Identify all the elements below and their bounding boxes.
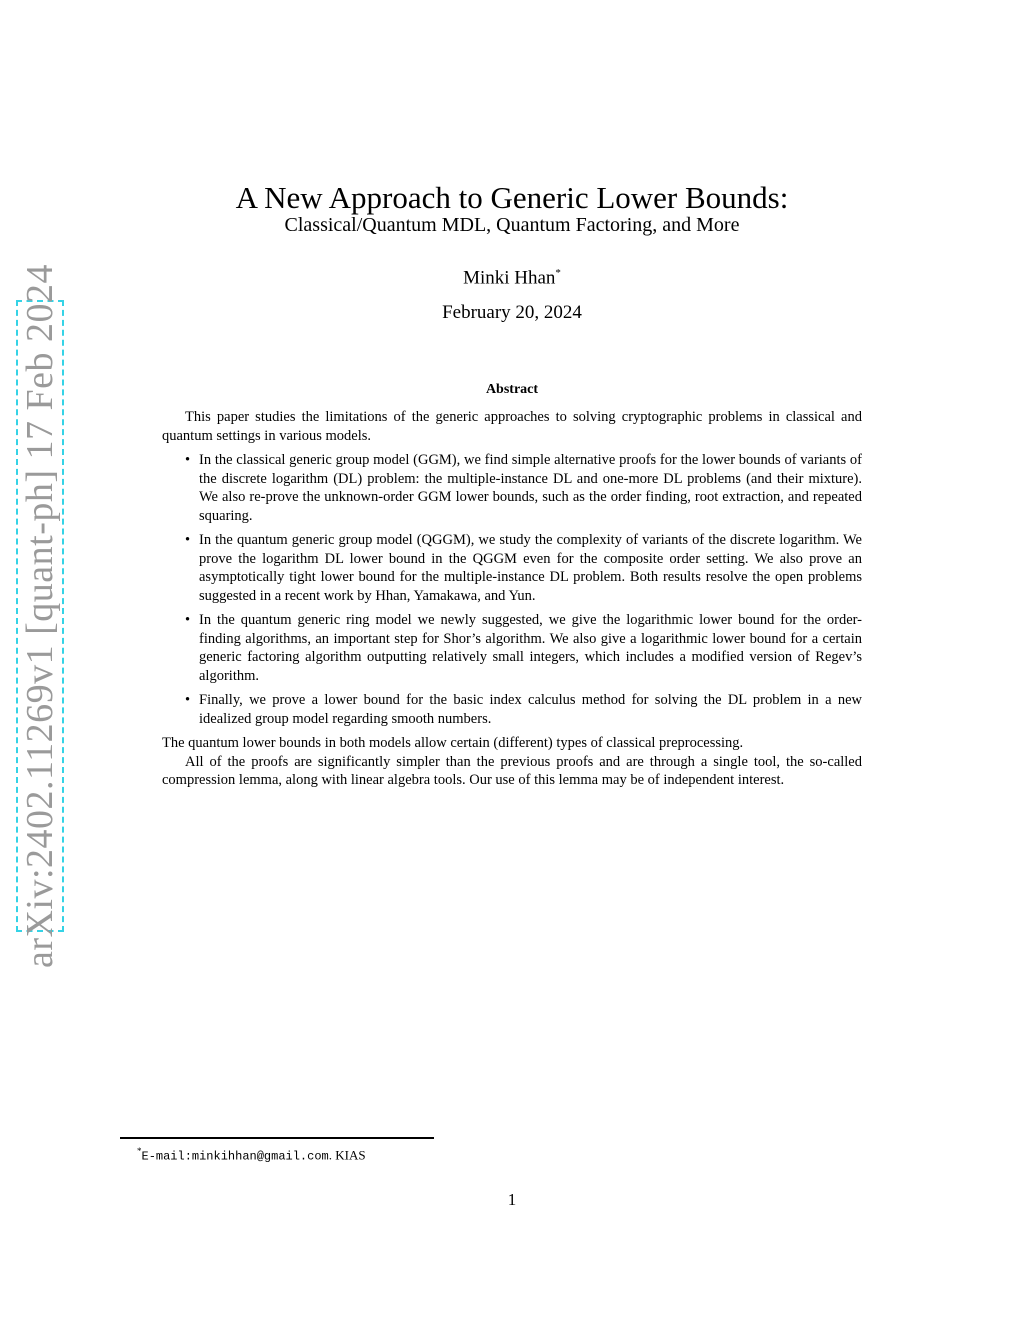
abstract-closing-1: The quantum lower bounds in both models allow certain (different) types of classical preprocessing. [162,735,744,751]
paper-date: February 20, 2024 [442,302,582,323]
author [0,260,1024,291]
abstract-bullet [185,691,862,728]
abstract-closing-2: All of the proofs are significantly simpler than the previous proofs and are through a single tool, the so-called compression lemma, along with linear algebra tools. Our use of this lemma may be of independent interest. [162,753,862,788]
abstract-bullet [185,611,862,685]
abstract-heading: Abstract [485,382,539,397]
bullet-icon: • [185,612,191,628]
bullet-text: In the classical generic group model (GGM), we find simple alternative proofs for the lower bounds of variants of the discrete logarithm (DL) problem: the multiple-instance DL and one-more DL problems (and their mixture). We also re-prove the unknown-order GGM lower bounds, such as the order finding, root extraction, and repeated squaring. [199,452,862,524]
footnote-affiliation: . KIAS [328,1147,366,1163]
bullet-text: Finally, we prove a lower bound for the basic index calculus method for solving the DL problem in a new idealized group model regarding smooth numbers. [199,692,862,727]
bullet-icon: • [185,452,191,468]
abstract-body [162,408,862,790]
paper-subtitle: Classical/Quantum MDL, Quantum Factoring, and More [284,214,740,236]
abstract-bullet-list [162,451,862,728]
author-name: Minki Hhan [463,267,556,289]
paper-title: A New Approach to Generic Lower Bounds: [235,180,789,215]
arxiv-identifier: arXiv:2402.11269v1 [quant-ph] 17 Feb 2024 [19,263,61,969]
bullet-text: In the quantum generic ring model we newly suggested, we give the logarithmic lower bound for the order-finding algorithms, an important step for Shor’s algorithm. We also give a logarithmic lower bound for a certain generic factoring algorithm outputting relatively small integers, which includes a modified version of Regev’s algorithm. [199,612,862,684]
author-footnote-mark: * [555,267,561,279]
bullet-icon: • [185,692,191,708]
abstract-bullet [185,531,862,605]
page-number: 1 [507,1190,517,1209]
bullet-icon: • [185,532,191,548]
bullet-text: In the quantum generic group model (QGGM), we study the complexity of variants of the discrete logarithm. We prove the logarithm DL lower bound in the QGGM even for the composite order setting. We also prove an asymptotically tight lower bound for the multiple-instance DL problem. Both results resolve the open problems suggested in a recent work by Hhan, Yamakawa, and Yun. [199,532,862,604]
footnote-mark: * [137,1146,142,1156]
footnote-rule [120,1137,434,1139]
footnote-email[interactable]: E-mail:minkihhan@gmail.com [141,1149,329,1164]
abstract-intro: This paper studies the limitations of the generic approaches to solving cryptographic problems in classical and quantum settings in various models. [162,409,862,444]
footnote [137,1143,366,1164]
abstract-bullet [185,451,862,525]
